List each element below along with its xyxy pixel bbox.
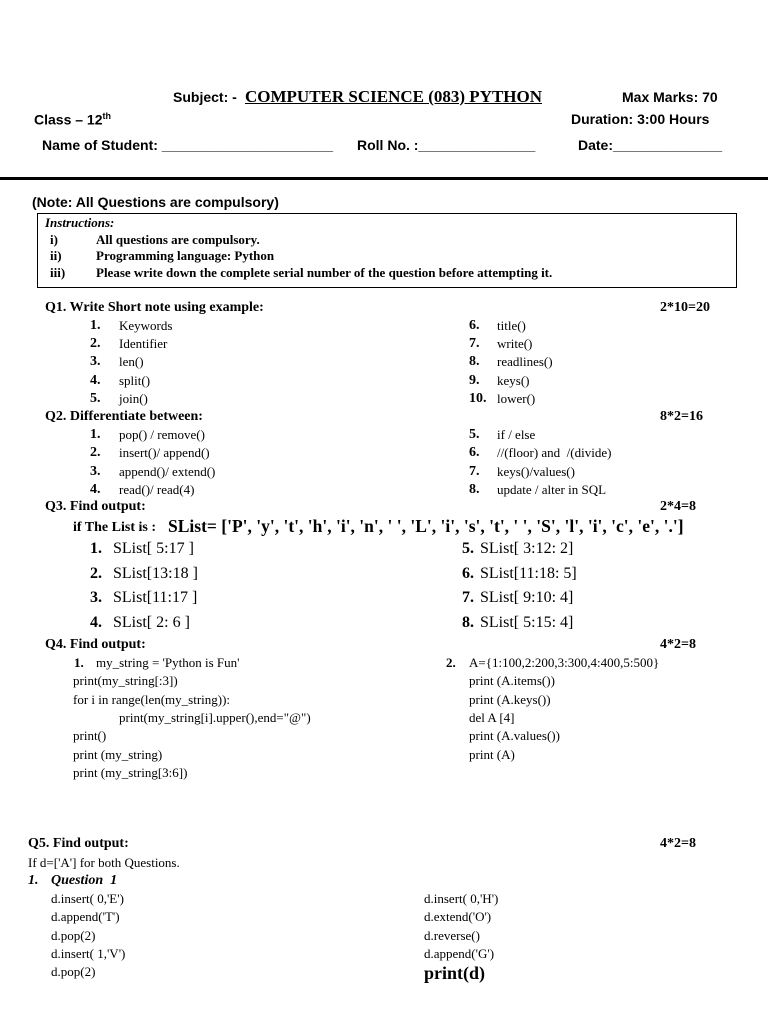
subject-value: COMPUTER SCIENCE (083) PYTHON: [245, 87, 543, 106]
q5-right-line: d.extend('O'): [424, 909, 492, 925]
q5-sub-num: 1.: [28, 873, 39, 888]
q1-item-num: 10.: [469, 390, 487, 406]
q2-item-num: 3.: [90, 463, 101, 479]
q1-item-num: 8.: [469, 354, 480, 370]
q1-item-text: len(): [119, 354, 144, 370]
instruction-num: iii): [50, 265, 66, 280]
q4-part2-line: print (A): [469, 746, 515, 762]
q5-left-line: d.insert( 1,'V'): [51, 945, 126, 961]
q5-left-line: d.insert( 0,'E'): [51, 891, 124, 906]
q4-part2-line: del A [4]: [469, 709, 515, 725]
q1-item-text: title(): [497, 318, 526, 333]
q3-item-num: 1.: [90, 540, 102, 557]
q3-item-num: 5.: [462, 540, 474, 557]
q3-item-num: 8.: [462, 613, 474, 631]
q5-right-line: d.reverse(): [424, 927, 480, 943]
q3-item-num: 7.: [462, 589, 474, 606]
q3-list-prefix: if The List is :: [73, 520, 160, 535]
q3-item-num: 2.: [90, 564, 102, 582]
q3-item-num: 4.: [90, 613, 102, 631]
q3-item-num: 3.: [90, 589, 102, 606]
q3-item-text: SList[ 2: 6 ]: [113, 613, 190, 631]
header-divider: [0, 177, 768, 180]
q2-item-text: read()/ read(4): [119, 481, 195, 497]
q2-item-num: 8.: [469, 481, 480, 497]
date-field: Date:______________: [578, 137, 723, 153]
q2-title: Q2. Differentiate between:: [45, 409, 203, 424]
q2-item-num: 5.: [469, 427, 480, 442]
q4-part1-line: my_string = 'Python is Fun': [96, 655, 240, 670]
q5-title: Q5. Find output:: [28, 836, 129, 851]
q3-marks: 2*4=8: [660, 499, 696, 514]
q2-item-num: 1.: [90, 427, 101, 442]
q2-item-text: //(floor) and /(divide): [497, 445, 612, 461]
q4-part2-line: print (A.values()): [469, 728, 560, 744]
q5-right-line: d.append('G'): [424, 945, 495, 961]
q4-part1-line: print(): [73, 728, 107, 744]
q3-item-text: SList[ 5:17 ]: [113, 540, 194, 557]
q3-item-text: SList[11:17 ]: [113, 589, 198, 606]
q5-final-print: print(d): [424, 963, 486, 983]
q5-left-line: d.append('T'): [51, 909, 120, 925]
q5-left-line: d.pop(2): [51, 964, 96, 980]
q1-item-num: 3.: [90, 354, 101, 370]
q2-item-text: insert()/ append(): [119, 445, 210, 461]
q4-part1-num: 1.: [74, 655, 84, 670]
q1-item-num: 9.: [469, 372, 480, 388]
q1-item-text: Identifier: [119, 336, 168, 352]
q4-part1-line: print (my_string): [73, 746, 163, 762]
subject-label: Subject: -: [173, 89, 237, 105]
q5-left-line: d.pop(2): [51, 927, 96, 943]
q3-item-text: SList[ 5:15: 4]: [480, 613, 574, 631]
q2-item-text: update / alter in SQL: [497, 481, 607, 497]
q1-item-num: 5.: [90, 390, 101, 406]
q2-item-num: 7.: [469, 463, 480, 479]
q3-item-num: 6.: [462, 564, 474, 582]
q4-part2-line: A={1:100,2:200,3:300,4:400,5:500}: [469, 655, 660, 670]
instructions-title: Instructions:: [45, 215, 115, 230]
q4-title: Q4. Find output:: [45, 637, 146, 652]
q4-part2-num: 2.: [446, 655, 456, 670]
q1-item-num: 2.: [90, 336, 101, 352]
q2-item-num: 2.: [90, 445, 101, 461]
q2-item-text: if / else: [497, 427, 536, 442]
q1-item-num: 7.: [469, 336, 480, 352]
q3-item-text: SList[ 9:10: 4]: [480, 589, 574, 606]
q2-item-num: 6.: [469, 445, 480, 461]
q2-item-num: 4.: [90, 481, 101, 497]
class-label: Class – 12th: [34, 111, 111, 128]
q5-intro: If d=['A'] for both Questions.: [28, 855, 180, 870]
q3-list-value: SList= ['P', 'y', 't', 'h', 'i', 'n', ' ', 'L', 'i', 's', 't', ' ', 'S', 'l', 'i', 'c', 'e', '.']: [168, 516, 684, 536]
q4-marks: 4*2=8: [660, 637, 696, 652]
max-marks: Max Marks: 70: [622, 89, 718, 105]
roll-no-field: Roll No. :_______________: [357, 137, 536, 153]
q4-part1-line: for i in range(len(my_string)):: [73, 691, 231, 707]
q3-item-text: SList[11:18: 5]: [480, 564, 577, 582]
q2-item-text: keys()/values(): [497, 463, 575, 479]
q3-item-text: SList[13:18 ]: [113, 564, 198, 582]
q4-part1-line: print(my_string[:3]): [73, 673, 178, 689]
name-of-student-field: Name of Student: ______________________: [42, 137, 334, 153]
instruction-text: Please write down the complete serial number of the question before attempting it.: [96, 265, 553, 280]
q1-marks: 2*10=20: [660, 300, 710, 315]
q3-title: Q3. Find output:: [45, 499, 146, 514]
q1-item-num: 6.: [469, 318, 480, 333]
q2-item-text: append()/ extend(): [119, 463, 216, 479]
q1-item-text: keys(): [497, 372, 530, 388]
q4-part2-line: print (A.keys()): [469, 691, 551, 707]
q1-item-num: 4.: [90, 372, 101, 388]
instruction-text: Programming language: Python: [96, 248, 275, 263]
note: (Note: All Questions are compulsory): [32, 194, 279, 210]
q5-sub-title: Question 1: [51, 873, 118, 888]
q5-right-line: d.insert( 0,'H'): [424, 891, 499, 906]
q4-part1-line: print(my_string[i].upper(),end="@"): [119, 709, 311, 725]
instruction-text: All questions are compulsory.: [96, 232, 260, 247]
q1-title: Q1. Write Short note using example:: [45, 300, 264, 315]
q1-item-text: Keywords: [119, 318, 173, 333]
q1-item-text: join(): [119, 390, 148, 406]
q1-item-text: lower(): [497, 390, 536, 406]
q5-marks: 4*2=8: [660, 836, 696, 851]
instruction-num: ii): [50, 248, 62, 263]
q4-part1-line: print (my_string[3:6]): [73, 764, 188, 780]
q2-item-text: pop() / remove(): [119, 427, 205, 442]
q1-item-text: write(): [497, 336, 533, 352]
q3-item-text: SList[ 3:12: 2]: [480, 540, 574, 557]
q2-marks: 8*2=16: [660, 409, 703, 424]
q1-item-text: readlines(): [497, 354, 553, 370]
q1-item-text: split(): [119, 372, 151, 388]
duration: Duration: 3:00 Hours: [571, 111, 710, 127]
instruction-num: i): [50, 232, 58, 247]
q1-item-num: 1.: [90, 318, 101, 333]
q4-part2-line: print (A.items()): [469, 673, 555, 689]
